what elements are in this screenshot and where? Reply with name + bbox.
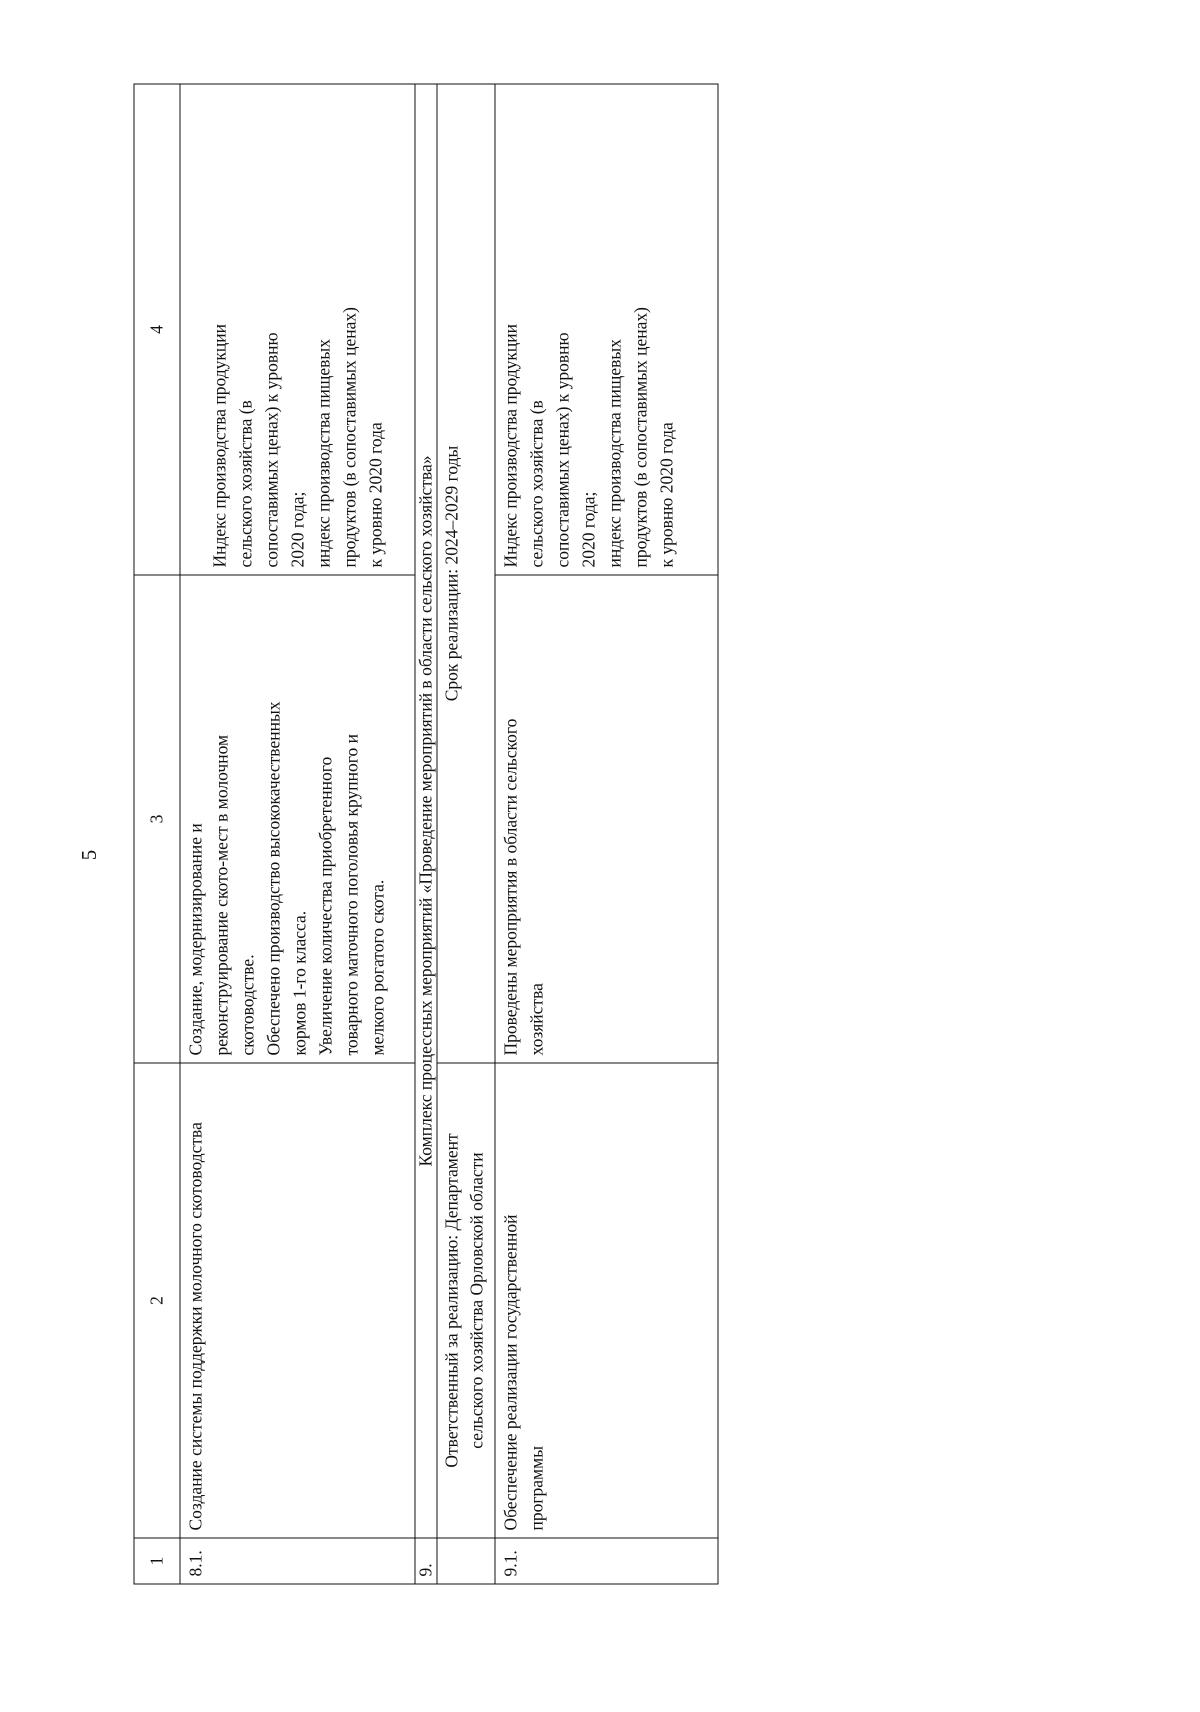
result-cell	[495, 575, 718, 1063]
responsible-line: Ответственный за реализацию: Департамент	[441, 1133, 462, 1468]
responsible-line: сельского хозяйства Орловской области	[466, 1152, 487, 1449]
indicator-line: продуктов (в сопоставимых ценах)	[630, 307, 651, 568]
result-line: товарного маточного поголовья крупного и	[341, 734, 362, 1056]
task-cell: Создание системы поддержки молочного скотоводства	[180, 1063, 415, 1538]
indicator-line: индекс производства пищевых	[604, 339, 625, 568]
result-line: хозяйства	[526, 983, 547, 1056]
row-number: 9.1.	[495, 1538, 718, 1584]
responsible-cell	[437, 1063, 495, 1538]
result-line: Проведены мероприятия в области сельского	[500, 718, 521, 1056]
indicator-line: 2020 года;	[287, 491, 308, 568]
indicator-line: к уровню 2020 года	[656, 422, 677, 568]
empty-cell	[437, 1538, 495, 1584]
result-cell	[180, 575, 415, 1063]
indicator-line: сопоставимых ценах) к уровню	[261, 332, 282, 568]
column-header: 2	[134, 1063, 180, 1538]
section-number: 9.	[415, 1538, 437, 1584]
indicator-line: продуктов (в сопоставимых ценах)	[339, 307, 360, 568]
result-line: кормов 1-го класса.	[289, 910, 310, 1056]
rotated-page-table	[134, 85, 719, 1585]
task-cell	[495, 1063, 718, 1538]
task-line: программы	[526, 1446, 547, 1531]
result-line: скотоводстве.	[237, 954, 258, 1056]
row-number: 8.1.	[180, 1538, 415, 1584]
task-line: Обеспечение реализации государственной	[500, 1214, 521, 1531]
indicator-line: Индекс производства продукции	[500, 323, 521, 568]
table-row	[495, 84, 718, 1584]
program-table	[134, 84, 719, 1585]
term-cell: Срок реализации: 2024–2029 годы	[437, 84, 495, 1063]
indicator-line: к уровню 2020 года	[365, 422, 386, 568]
table-row	[180, 84, 415, 1584]
column-header: 3	[134, 575, 180, 1063]
indicator-line: индекс производства пищевых	[313, 339, 334, 568]
indicator-cell	[495, 84, 718, 575]
responsible-row	[437, 84, 495, 1584]
page-number: 5	[77, 849, 101, 861]
indicator-line: 2020 года;	[578, 491, 599, 568]
result-line: мелкого рогатого скота.	[367, 879, 388, 1056]
column-header: 1	[134, 1538, 180, 1584]
result-line: Обеспечено производство высококачественных	[263, 701, 284, 1056]
result-line: Увеличение количества приобретенного	[315, 756, 336, 1056]
result-line: Создание, модернизирование и	[185, 823, 206, 1056]
indicator-line: сельского хозяйства (в	[526, 400, 547, 568]
column-header: 4	[134, 84, 180, 575]
indicator-cell	[180, 84, 415, 575]
indicator-line: Индекс производства продукции	[209, 323, 230, 568]
table-header-row	[134, 84, 180, 1584]
result-line: реконструирование ското-мест в молочном	[211, 734, 232, 1056]
indicator-line: сельского хозяйства (в	[235, 400, 256, 568]
indicator-line: сопоставимых ценах) к уровню	[552, 332, 573, 568]
section-title: Комплекс процессных мероприятий «Проведение мероприятий в области сельского хозяйства»	[415, 84, 437, 1538]
section-row	[415, 84, 437, 1584]
